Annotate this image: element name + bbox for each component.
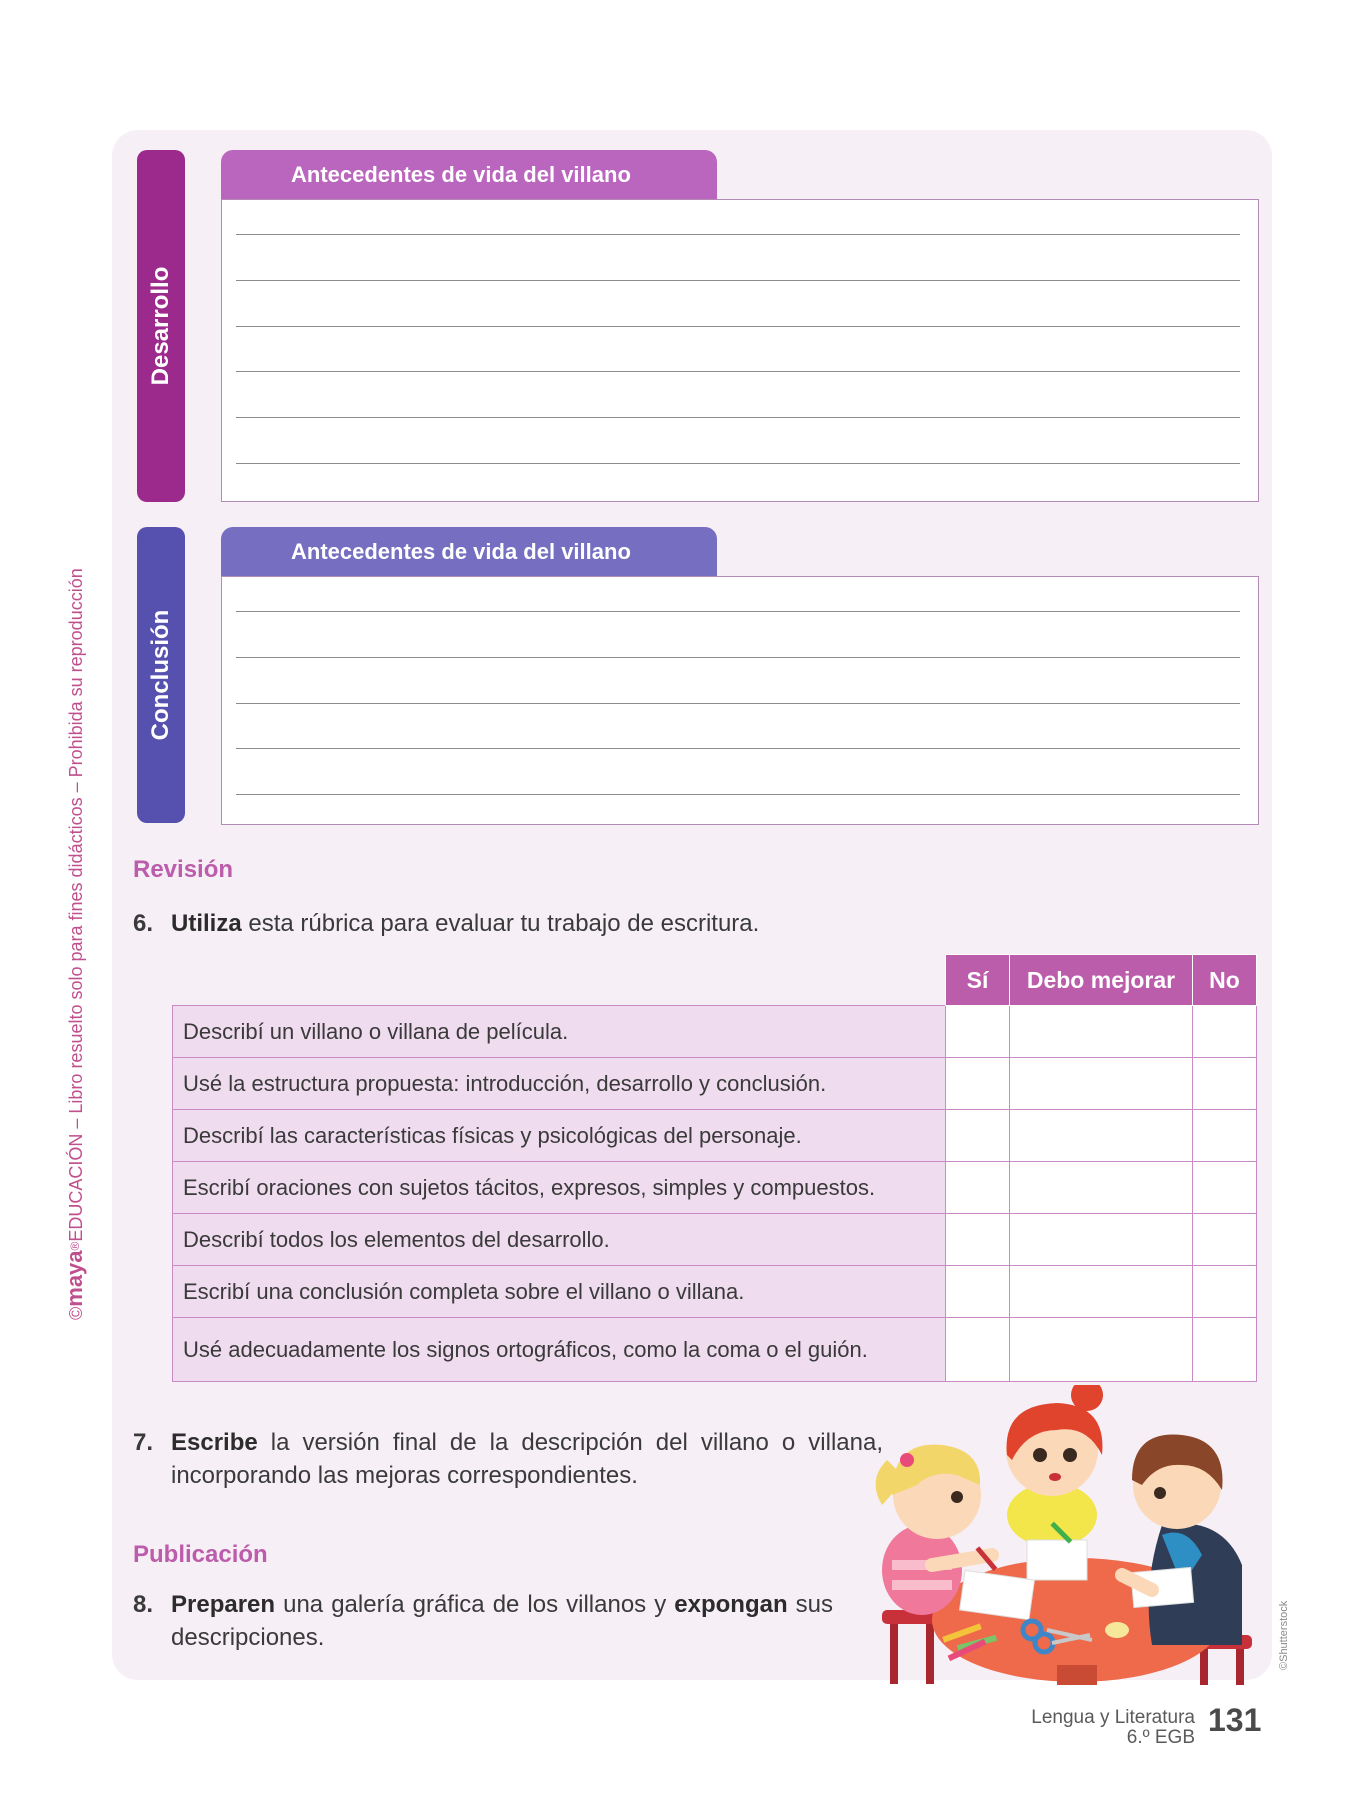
item-number: 7.	[133, 1429, 154, 1456]
conclusion-tab-label: Conclusión	[147, 609, 174, 741]
rubric-criterion: Describí las características físicas y psicológicas del personaje.	[173, 1110, 946, 1162]
conclusion-tab	[137, 527, 185, 823]
table-row	[173, 1266, 1257, 1318]
rubric-cell-debo-mejorar[interactable]	[1010, 1162, 1193, 1214]
rubric-cell-debo-mejorar[interactable]	[1010, 1318, 1193, 1382]
rubric-cell-si[interactable]	[946, 1318, 1010, 1382]
writing-line	[236, 234, 1240, 235]
copyright-text: EDUCACIÓN – Libro resuelto solo para fines didácticos – Prohibida su reproducción	[66, 568, 86, 1242]
writing-line	[236, 371, 1240, 372]
writing-line	[236, 657, 1240, 658]
table-row	[173, 1110, 1257, 1162]
rubric-cell-no[interactable]	[1193, 1266, 1257, 1318]
item-verb: Escribe	[171, 1429, 258, 1456]
desarrollo-tab	[137, 150, 185, 502]
registered-mark: ®	[68, 1241, 82, 1251]
rubric-criterion: Describí un villano o villana de película.	[173, 1006, 946, 1058]
rubric-header-si: Sí	[946, 955, 1010, 1006]
item-number: 8.	[133, 1591, 154, 1618]
brand-logo-text: maya	[62, 1250, 87, 1307]
rubric-header-row	[173, 955, 1257, 1006]
copyright-symbol: ©	[66, 1306, 86, 1320]
item-verb: Preparen	[171, 1591, 276, 1618]
conclusion-writing-area[interactable]	[221, 576, 1259, 825]
desarrollo-tab-label: Desarrollo	[147, 266, 174, 386]
rubric-cell-si[interactable]	[946, 1162, 1010, 1214]
rubric-cell-si[interactable]	[946, 1058, 1010, 1110]
conclusion-box-header: Antecedentes de vida del villano	[221, 527, 717, 577]
rubric-cell-no[interactable]	[1193, 1110, 1257, 1162]
footer-subject: Lengua y Literatura	[1031, 1707, 1195, 1728]
rubric-criterion: Usé adecuadamente los signos ortográficos, como la coma o el guión.	[173, 1318, 946, 1382]
writing-line	[236, 794, 1240, 795]
item-text: una galería gráfica de los villanos y	[275, 1591, 675, 1618]
item-verb: Utiliza	[171, 910, 242, 937]
rubric-header-blank	[173, 955, 946, 1006]
rubric-cell-no[interactable]	[1193, 1058, 1257, 1110]
table-row	[173, 1058, 1257, 1110]
rubric-cell-debo-mejorar[interactable]	[1010, 1058, 1193, 1110]
item-text: sus descripciones.	[171, 1591, 834, 1651]
rubric-criterion: Usé la estructura propuesta: introducción, desarrollo y conclusión.	[173, 1058, 946, 1110]
writing-line	[236, 326, 1240, 327]
writing-line	[236, 748, 1240, 749]
rubric-cell-debo-mejorar[interactable]	[1010, 1110, 1193, 1162]
rubric-cell-no[interactable]	[1193, 1162, 1257, 1214]
rubric-criterion: Escribí oraciones con sujetos tácitos, expresos, simples y compuestos.	[173, 1162, 946, 1214]
writing-line	[236, 463, 1240, 464]
rubric-cell-debo-mejorar[interactable]	[1010, 1266, 1193, 1318]
item-text: esta rúbrica para evaluar tu trabajo de escritura.	[241, 910, 760, 937]
revision-title: Revisión	[133, 856, 234, 883]
table-row	[173, 1162, 1257, 1214]
rubric-criterion: Escribí una conclusión completa sobre el villano o villana.	[173, 1266, 946, 1318]
footer-subject-block	[1031, 1708, 1195, 1748]
table-row	[173, 1006, 1257, 1058]
writing-line	[236, 611, 1240, 612]
publicacion-title: Publicación	[133, 1541, 268, 1568]
rubric-criterion: Describí todos los elementos del desarrollo.	[173, 1214, 946, 1266]
rubric-cell-si[interactable]	[946, 1006, 1010, 1058]
rubric-cell-si[interactable]	[946, 1214, 1010, 1266]
rubric-cell-debo-mejorar[interactable]	[1010, 1006, 1193, 1058]
table-row	[173, 1318, 1257, 1382]
rubric-cell-si[interactable]	[946, 1110, 1010, 1162]
children-drawing-illustration	[862, 1385, 1262, 1685]
rubric-header-debo-mejorar: Debo mejorar	[1010, 955, 1193, 1006]
item-number: 6.	[133, 910, 154, 937]
page-number: 131	[1208, 1702, 1262, 1738]
rubric-cell-debo-mejorar[interactable]	[1010, 1214, 1193, 1266]
desarrollo-writing-area[interactable]	[221, 199, 1259, 502]
rubric-cell-no[interactable]	[1193, 1318, 1257, 1382]
table-row	[173, 1214, 1257, 1266]
rubric-table	[172, 954, 1257, 1382]
footer-grade: 6.º EGB	[1126, 1727, 1195, 1748]
copyright-sidebar	[60, 480, 90, 1320]
item-verb: expongan	[674, 1591, 788, 1618]
rubric-cell-si[interactable]	[946, 1266, 1010, 1318]
rubric-cell-no[interactable]	[1193, 1006, 1257, 1058]
writing-line	[236, 703, 1240, 704]
desarrollo-box-header: Antecedentes de vida del villano	[221, 150, 717, 200]
rubric-cell-no[interactable]	[1193, 1214, 1257, 1266]
image-credit: ©Shutterstock	[1278, 1600, 1290, 1670]
rubric-header-no: No	[1193, 955, 1257, 1006]
item-text: la versión final de la descripción del villano o villana, incorporando las mejoras correspondientes.	[171, 1429, 883, 1489]
writing-line	[236, 280, 1240, 281]
writing-line	[236, 417, 1240, 418]
